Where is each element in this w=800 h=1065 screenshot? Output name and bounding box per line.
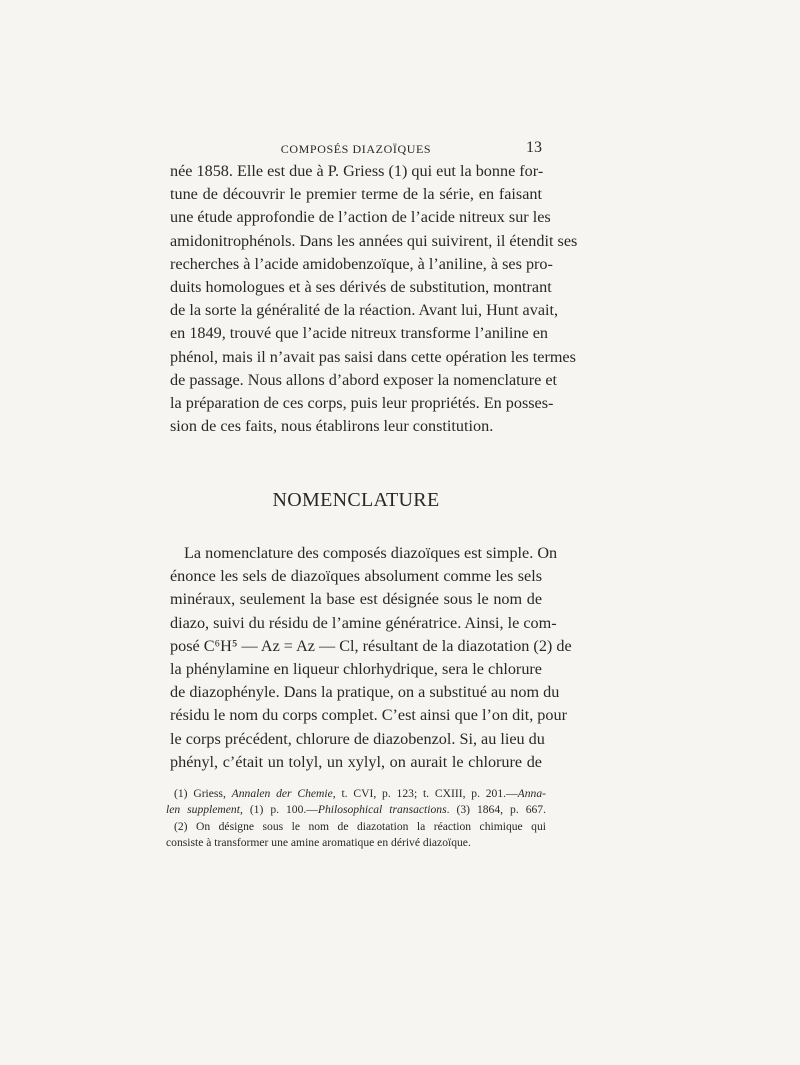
text-line: phényl, c’était un tolyl, un xylyl, on aurait le chlorure de: [170, 752, 542, 771]
text-line: de diazophényle. Dans la pratique, on a substitué au nom du: [170, 683, 560, 702]
text-line: une étude approfondie de l’action de l’acide nitreux sur les: [170, 208, 551, 227]
running-title: COMPOSÉS DIAZOÏQUES: [280, 142, 432, 156]
text-line: La nomenclature des composés diazoïques est simple. On: [184, 544, 558, 562]
text-line: minéraux, seulement la base est désignée sous le nom de: [170, 590, 542, 609]
text-line: diazo, suivi du résidu de l’amine génératrice. Ainsi, le com-: [170, 613, 557, 632]
footnote-1-journal: Anna-: [517, 787, 546, 800]
text-line: née 1858. Elle est due à P. Griess (1) qui eut la bonne for-: [170, 162, 544, 180]
text-line: résidu le nom du corps complet. C’est ainsi que l’on dit, pour: [170, 706, 567, 725]
footnote-1-journal: Annalen der Chemie: [231, 787, 333, 800]
footnote-1-journal: Philosophical transactions: [317, 803, 447, 817]
paragraph-nomenclature: [170, 542, 572, 774]
text-line: le corps précédent, chlorure de diazobenzol. Si, au lieu du: [170, 729, 545, 748]
footnote-1-citation: , (1) p. 100.—: [239, 803, 318, 817]
paragraph-intro: [170, 160, 578, 438]
footnotes: [166, 786, 546, 852]
footnote-1-line: [166, 786, 546, 802]
text-line: la préparation de ces corps, puis leur propriétés. En posses-: [170, 394, 554, 413]
page-number: 13: [526, 139, 542, 156]
footnote-1-journal: len supplement: [166, 803, 240, 817]
footnote-1-ref: (1) Griess,: [174, 787, 232, 800]
section-heading: NOMENCLATURE: [272, 489, 440, 511]
text-line: duits homologues et à ses dérivés de substitution, montrant: [170, 278, 552, 297]
text-line: amidonitrophénols. Dans les années qui suivirent, il étendit ses: [170, 231, 578, 250]
text-line: sion de ces faits, nous établirons leur constitution.: [170, 417, 494, 436]
text-line: de la sorte la généralité de la réaction. Avant lui, Hunt avait,: [170, 301, 559, 320]
text-line: phénol, mais il n’avait pas saisi dans cette opération les termes: [170, 347, 576, 366]
footnote-2-line: (2) On désigne sous le nom de diazotation la réaction chimique qui: [174, 819, 546, 833]
text-line: tune de découvrir le premier terme de la série, en faisant: [170, 185, 542, 204]
text-line: en 1849, trouvé que l’acide nitreux transforme l’aniline en: [170, 324, 549, 343]
text-line: de passage. Nous allons d’abord exposer la nomenclature et: [170, 370, 558, 389]
footnote-1-citation: , t. CVI, p. 123; t. CXIII, p. 201.—: [332, 787, 518, 800]
text-line: énonce les sels de diazoïques absolument comme les sels: [170, 567, 542, 586]
text-line: recherches à l’acide amidobenzoïque, à l’aniline, à ses pro-: [170, 254, 553, 273]
footnote-1-citation: . (3) 1864, p. 667.: [446, 803, 546, 817]
footnote-2-line: consiste à transformer une amine aromatique en dérivé diazoïque.: [166, 836, 471, 850]
text-line: posé C⁶H⁵ — Az = Az — Cl, résultant de la diazotation (2) de: [170, 636, 572, 655]
text-line: la phénylamine en liqueur chlorhydrique, sera le chlorure: [170, 660, 542, 679]
footnote-1-line: [166, 802, 546, 818]
running-head: [170, 139, 542, 159]
